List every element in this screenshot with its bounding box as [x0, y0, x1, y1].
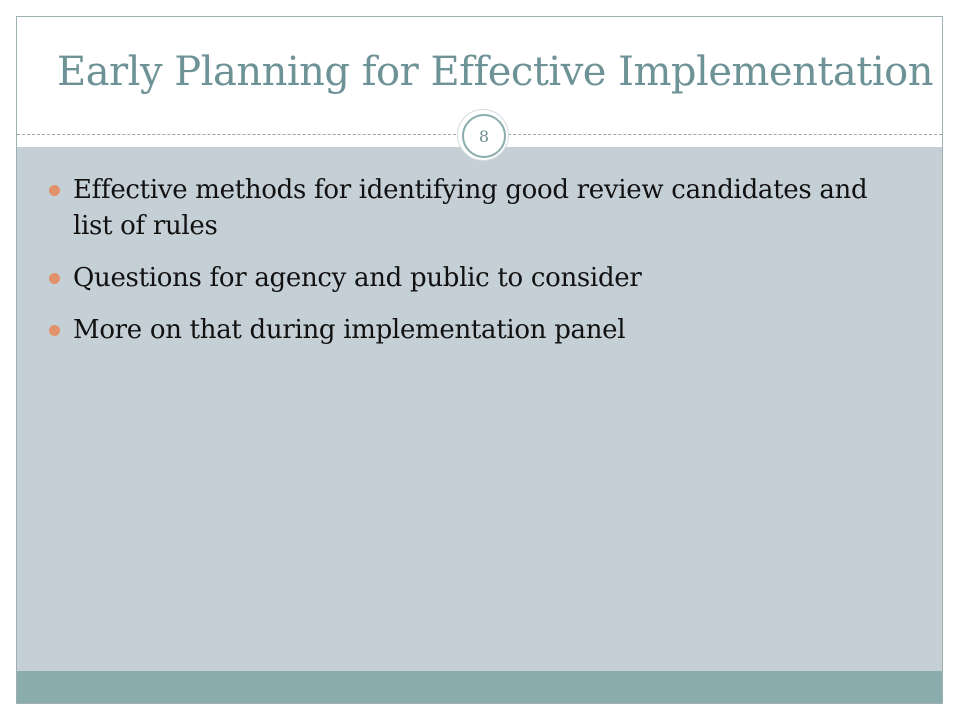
bullet-dot-icon — [49, 273, 60, 284]
bullet-item — [47, 260, 907, 296]
bullet-item — [47, 312, 907, 348]
bullet-text: More on that during implementation panel — [73, 315, 626, 345]
page-number: 8 — [462, 114, 506, 158]
bullet-item — [47, 172, 907, 244]
footer-band — [17, 671, 942, 703]
slide-title: Early Planning for Effective Implementation — [57, 49, 933, 95]
bullet-list — [47, 172, 907, 364]
page-number-badge — [457, 109, 509, 161]
slide — [16, 16, 943, 704]
bullet-text: Effective methods for identifying good review candidates and list of rules — [73, 175, 868, 241]
bullet-dot-icon — [49, 185, 60, 196]
bullet-dot-icon — [49, 325, 60, 336]
bullet-text: Questions for agency and public to consider — [73, 263, 642, 293]
